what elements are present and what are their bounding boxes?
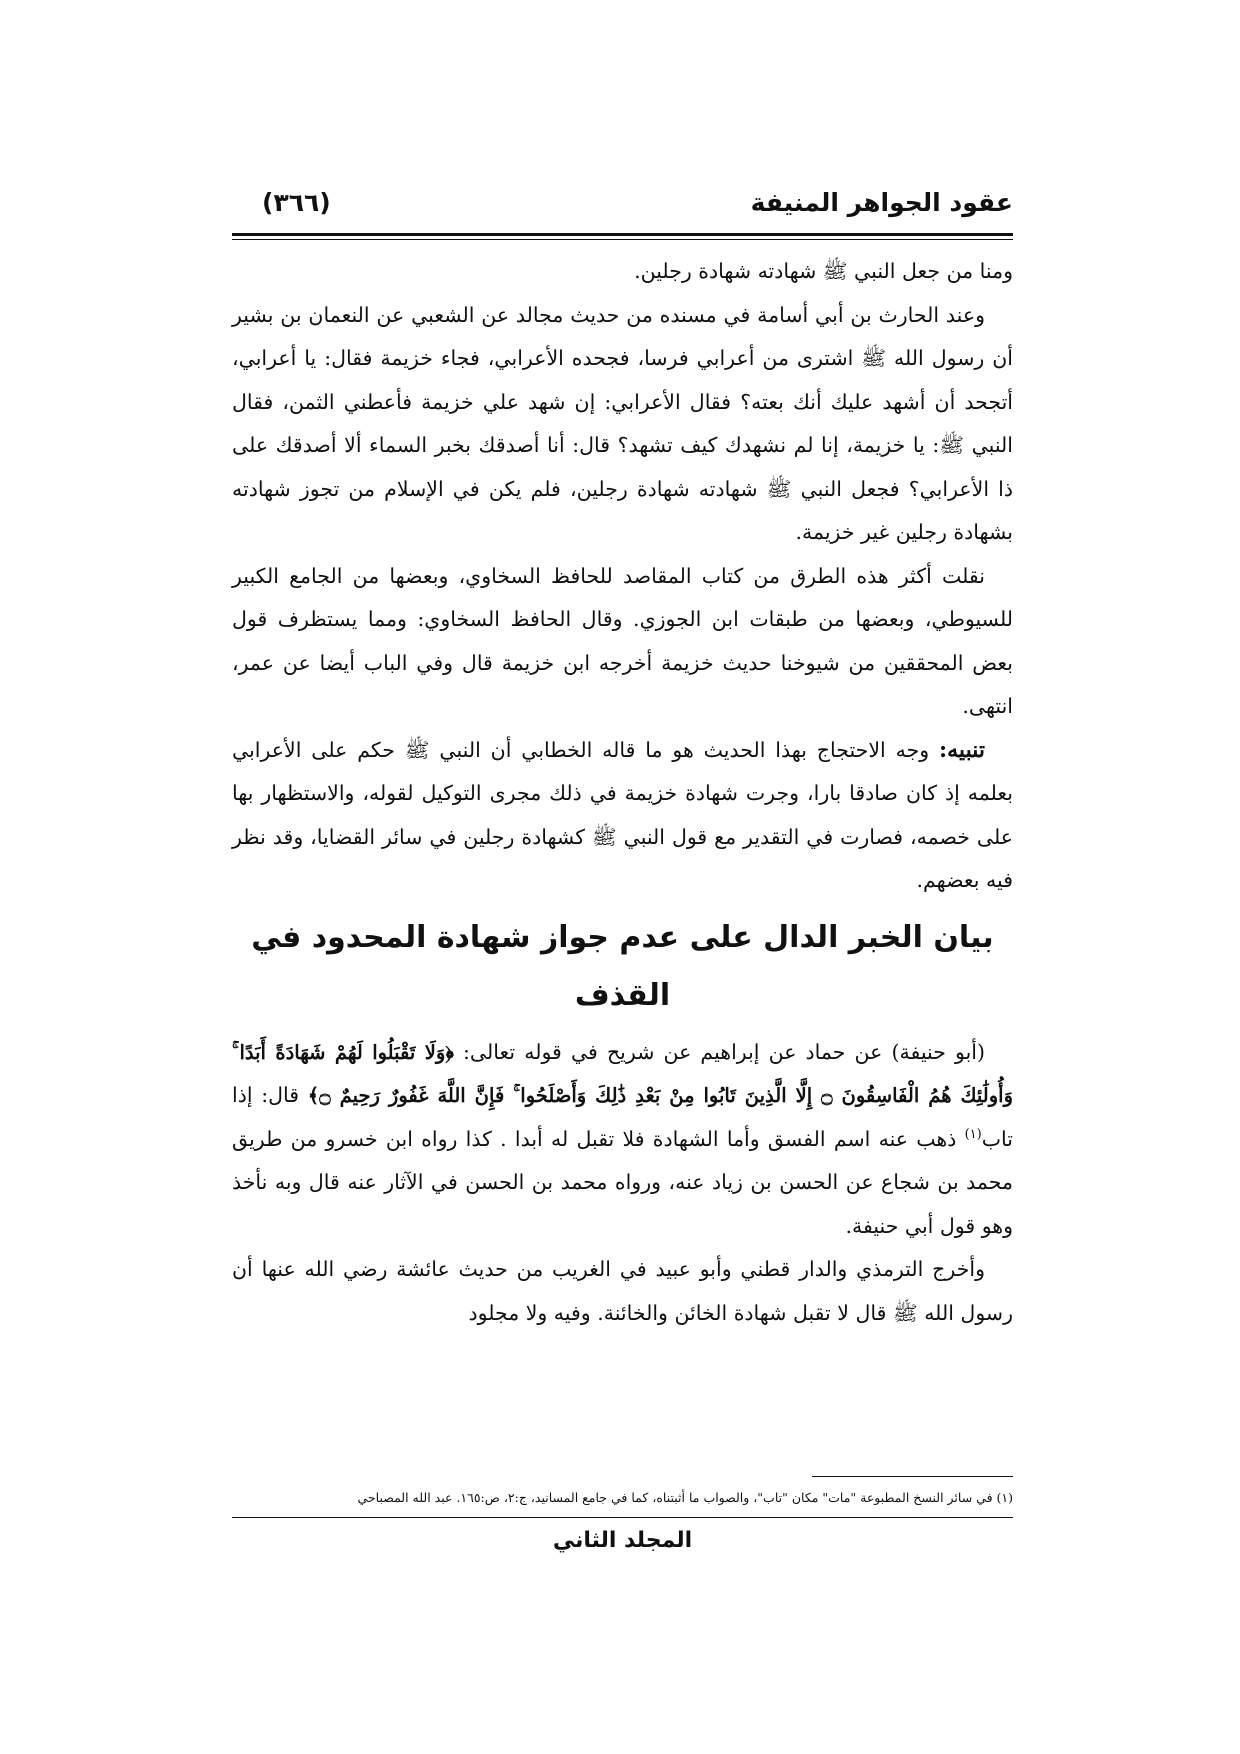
main-text bbox=[232, 250, 1013, 1335]
paragraph-text: قال: إذا تاب bbox=[232, 1083, 1013, 1151]
footnote-separator bbox=[812, 1476, 1013, 1477]
page-number: (٣٦٦) bbox=[262, 188, 331, 217]
paragraph: وأخرج الترمذي والدار قطني وأبو عبيد في الغريب من حديث عائشة رضي الله عنها أن رسول الله ﷺ قال لا تقبل شهادة الخائن والخائنة. وفيه ولا مجلود bbox=[232, 1257, 1013, 1325]
paragraph: وعند الحارث بن أبي أسامة في مسنده من حديث مجالد عن الشعبي عن النعمان بن بشير أن رسول الله ﷺ اشترى من أعرابي فرسا، فجحده الأعرابي، فجاء خزيمة فقال: يا أعرابي، أتجحد أن أشهد عليك أنك بعته؟ فقال الأعرابي: إن شهد علي خزيمة فأعطني الثمن، فقال النبي ﷺ: يا خزيمة، إنا لم نشهدك كيف تشهد؟ قال: أنا أصدقك بخبر السماء ألا أصدقك على ذا الأعرابي؟ فجعل النبي ﷺ شهادته شهادة رجلين، فلم يكن في الإسلام من تجوز شهادته بشهادة رجلين غير خزيمة. bbox=[232, 302, 1013, 544]
running-header bbox=[232, 188, 1013, 228]
note-label: تنبيه: bbox=[939, 736, 985, 763]
note-text: وجه الاحتجاج بهذا الحديث هو ما قاله الخطابي أن النبي ﷺ حكم على الأعرابي بعلمه إذ كان صادقا بارا، وجرت شهادة خزيمة في ذلك مجرى التوكيل لقوله، والاستظهار بها على خصمه، فصارت في التقدير مع قول النبي ﷺ كشهادة رجلين في سائر القضايا، وقد نظر فيه بعضهم. bbox=[232, 737, 1013, 892]
quran-verse: ﴿وَلَا تَقْبَلُوا لَهُمْ شَهَادَةً أَبَدًا ۚ وَأُولَٰئِكَ هُمُ الْفَاسِقُونَ ۝ إِلَّا الَّذِينَ تَابُوا مِنْ بَعْدِ ذَٰلِكَ وَأَصْلَحُوا ۚ فَإِنَّ اللَّهَ غَفُورٌ رَحِيمٌ ۝﴾ bbox=[232, 1040, 1013, 1107]
footnote-reference[interactable]: (١) bbox=[964, 1126, 982, 1142]
paragraph: ومنا من جعل النبي ﷺ شهادته شهادة رجلين. bbox=[634, 259, 1013, 283]
volume-label: المجلد الثاني bbox=[552, 1528, 693, 1553]
paragraph-intro: (أبو حنيفة) عن حماد عن إبراهيم عن شريح في قوله تعالى: bbox=[463, 1039, 985, 1064]
section-heading: بيان الخبر الدال على عدم جواز شهادة المحدود في القذف bbox=[251, 919, 994, 1013]
header-rule-thick bbox=[232, 233, 1013, 236]
book-title: عقود الجواهر المنيفة bbox=[750, 188, 1013, 217]
footer-rule bbox=[232, 1517, 1013, 1518]
paragraph: نقلت أكثر هذه الطرق من كتاب المقاصد للحافظ السخاوي، وبعضها من الجامع الكبير للسيوطي، وبعضها من طبقات ابن الجوزي. وقال الحافظ السخاوي: ومما يستظرف قول بعض المحققين من شيوخنا حديث خزيمة أخرجه ابن خزيمة قال وفي الباب أيضا عن عمر، انتهى. bbox=[232, 563, 1013, 718]
paragraph bbox=[232, 1031, 1013, 1249]
note-paragraph bbox=[232, 729, 1013, 903]
header-rule-thin bbox=[232, 239, 1013, 240]
paragraph-text: ذهب عنه اسم الفسق وأما الشهادة فلا تقبل له أبدا . كذا رواه ابن خسرو من طريق محمد بن شجاع عن الحسن بن زياد عنه، ورواه محمد بن الحسن في الآثار عنه قال وبه نأخذ وهو قول أبي حنيفة. bbox=[232, 1126, 1013, 1238]
footnote: (١) في سائر النسخ المطبوعة "مات" مكان "تاب"، والصواب ما أثبتناه، كما في جامع المسانيد، ج:٢، ص:١٦٥. عبد الله المصباحي bbox=[357, 1490, 1013, 1505]
